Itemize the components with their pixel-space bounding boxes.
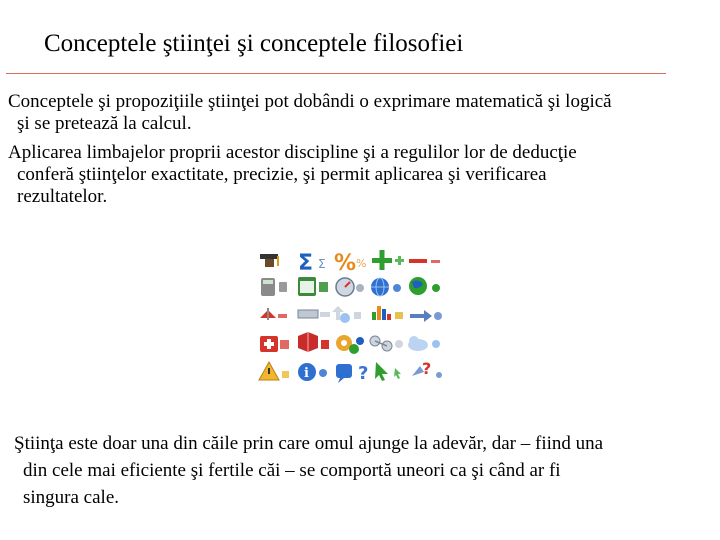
globe-icon — [371, 278, 401, 296]
svg-text:?: ? — [358, 363, 369, 384]
warning-icon — [259, 362, 289, 380]
paragraph-1-line-2: şi se pretează la calcul. — [17, 113, 192, 134]
paragraph-2 — [8, 142, 708, 208]
gear-icon — [336, 335, 364, 354]
compass-icon — [336, 278, 364, 296]
paragraph-1 — [8, 91, 708, 135]
ruler-icon — [298, 310, 330, 318]
puzzle-icon — [298, 332, 329, 352]
science-icon-grid — [256, 248, 446, 394]
network-icon — [370, 336, 403, 351]
paragraph-3-line-2: din cele mai eficiente şi fertile căi – se comportă uneori ca şi când ar fi — [23, 460, 561, 481]
arrow-icon — [410, 310, 442, 322]
paragraph-3 — [14, 430, 714, 511]
paragraph-2-line-1: Aplicarea limbajelor proprii acestor discipline şi a regulilor lor de deducţie — [8, 142, 577, 163]
svg-text:i: i — [304, 366, 309, 381]
svg-text:%: % — [334, 251, 357, 276]
minus-icon — [409, 259, 440, 263]
help-icon — [412, 359, 442, 378]
paragraph-2-line-3: rezultatelor. — [17, 186, 108, 207]
scales-icon — [260, 308, 287, 320]
info-icon — [298, 363, 327, 381]
svg-text:?: ? — [422, 359, 432, 378]
earth-icon — [409, 277, 440, 295]
paragraph-2-line-2: conferă ştiinţelor exactitate, precizie, şi permit aplicarea şi verificarea — [17, 164, 547, 185]
icon-grid-svg — [256, 248, 446, 394]
plus-icon — [372, 250, 404, 270]
svg-text:Σ: Σ — [298, 251, 314, 276]
title-divider — [6, 73, 666, 74]
svg-text:Σ: Σ — [318, 257, 326, 271]
cloud-icon — [408, 336, 440, 351]
pointer-icon — [375, 362, 401, 381]
graduate-cap-icon — [260, 254, 279, 267]
bar-chart-icon — [372, 306, 403, 320]
paragraph-3-line-3: singura cale. — [23, 487, 120, 508]
first-aid-icon — [260, 336, 289, 352]
slide-title: Conceptele ştiinţei şi conceptele filosofiei — [44, 30, 464, 57]
question-icon — [336, 363, 368, 384]
percent-icon — [334, 251, 366, 276]
sigma-icon — [298, 251, 326, 276]
calendar-icon — [298, 277, 328, 296]
calculator-icon — [261, 278, 287, 296]
paragraph-3-line-1: Ştiinţa este doar una din căile prin care omul ajunge la adevăr, dar – fiind una — [14, 433, 604, 454]
svg-text:%: % — [356, 257, 367, 270]
paragraph-1-line-1: Conceptele şi propoziţiile ştiinţei pot dobândi o exprimare matematică şi logică — [8, 91, 612, 112]
chart-icon — [332, 306, 361, 323]
